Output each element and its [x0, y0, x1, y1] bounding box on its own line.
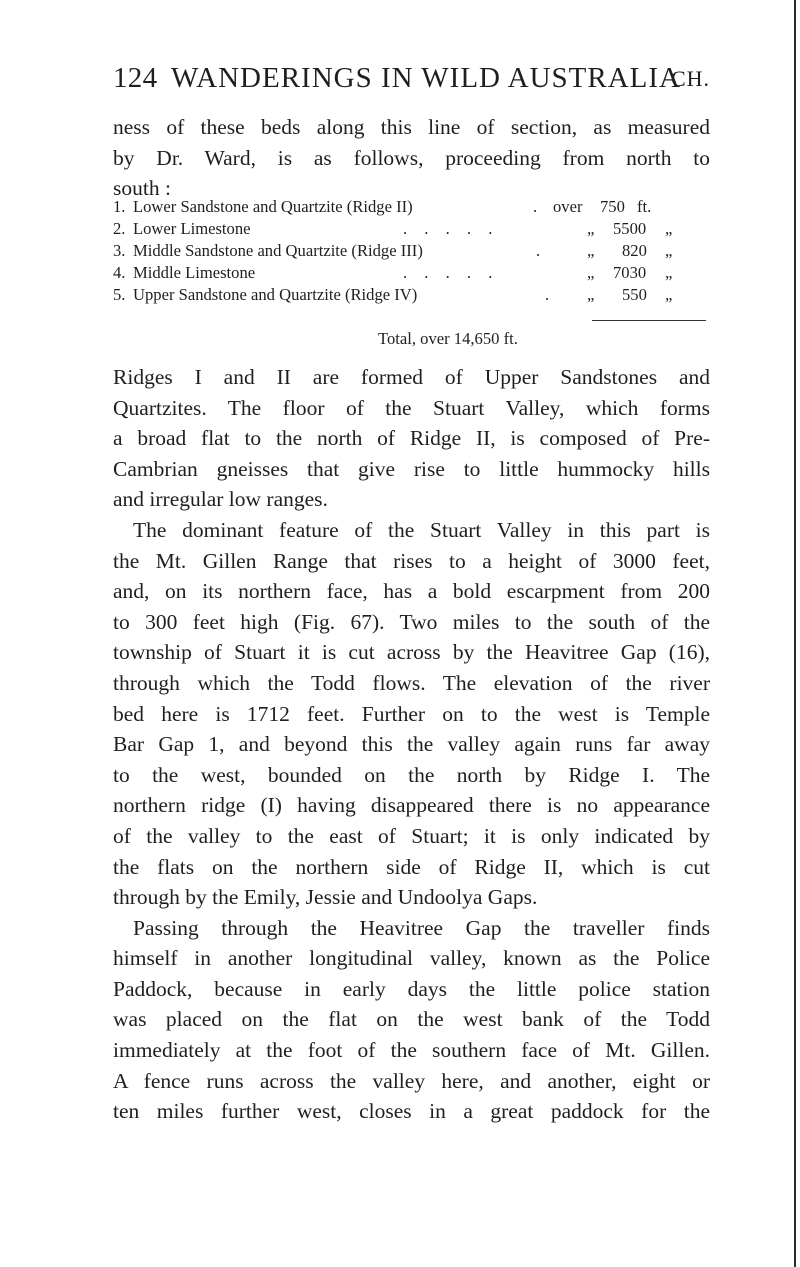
row-amount: 5500: [613, 219, 647, 238]
row-unit: „: [665, 241, 673, 260]
table-row: [113, 219, 710, 241]
text-line: ten miles further west, closes in a great paddock for the: [113, 1099, 710, 1124]
row-unit: „: [665, 285, 673, 304]
text-line: and, on its northern face, has a bold escarpment from 200: [113, 579, 710, 604]
text-line: by Dr. Ward, is as follows, proceeding from north to: [113, 145, 710, 170]
row-label: Middle Limestone: [133, 263, 256, 282]
leader-dots: .: [536, 241, 541, 260]
text-line: the flats on the northern side of Ridge II, which is cut: [113, 854, 710, 879]
row-amount: 550: [622, 285, 647, 304]
text-line: northern ridge (I) having disappeared there is no appearance: [113, 793, 710, 818]
text-line: Ridges I and II are formed of Upper Sandstones and: [113, 365, 710, 389]
text-line: Quartzites. The floor of the Stuart Valley, which forms: [113, 395, 710, 420]
text-line: and irregular low ranges.: [113, 487, 328, 512]
book-title: WANDERINGS IN WILD AUSTRALIA: [171, 62, 681, 94]
text-line: Passing through the Heavitree Gap the traveller finds: [133, 915, 710, 940]
table-row: [113, 241, 710, 263]
row-unit: ft.: [637, 197, 652, 216]
text-line: himself in another longitudinal valley, known as the Police: [113, 946, 710, 971]
row-label: Upper Sandstone and Quartzite (Ridge IV): [133, 285, 418, 304]
text-line: through which the Todd flows. The elevation of the river: [113, 670, 710, 695]
text-line: A fence runs across the valley here, and another, eight or: [113, 1068, 710, 1093]
leader-dots: .: [533, 197, 538, 216]
page-number: 124: [113, 62, 158, 94]
intro-paragraph: [113, 112, 710, 204]
text-line: to the west, bounded on the north by Ridge I. The: [113, 762, 710, 787]
row-amount: 820: [622, 241, 647, 260]
row-prefix: „: [587, 263, 595, 282]
text-line: The dominant feature of the Stuart Valley in this part is: [133, 517, 710, 542]
table-row: [113, 197, 710, 219]
text-line: to 300 feet high (Fig. 67). Two miles to the south of the: [113, 609, 710, 634]
row-number: 5.: [113, 285, 126, 304]
row-amount: 750: [600, 197, 625, 216]
total-rule: [592, 320, 706, 321]
page-edge-line: [794, 0, 796, 1267]
text-line: through by the Emily, Jessie and Undoolya Gaps.: [113, 885, 538, 910]
leader-dots: . . . . .: [403, 219, 493, 238]
table-row: [113, 263, 710, 285]
row-number: 1.: [113, 197, 126, 216]
text-line: ness of these beds along this line of section, as measured: [113, 115, 710, 139]
text-line: was placed on the flat on the west bank of the Todd: [113, 1007, 710, 1032]
text-line: Paddock, because in early days the little police station: [113, 976, 710, 1001]
text-line: of the valley to the east of Stuart; it is only indicated by: [113, 823, 710, 848]
table-total: Total, over 14,650 ft.: [378, 329, 518, 348]
leader-dots: . . . . .: [403, 263, 493, 282]
table-row: [113, 285, 710, 307]
text-line: a broad flat to the north of Ridge II, is composed of Pre-: [113, 426, 710, 451]
body-text: [113, 362, 710, 1127]
running-header: [113, 62, 710, 102]
text-line: the Mt. Gillen Range that rises to a height of 3000 feet,: [113, 548, 710, 573]
row-unit: „: [665, 263, 673, 282]
text-line: immediately at the foot of the southern face of Mt. Gillen.: [113, 1038, 710, 1063]
row-label: Middle Sandstone and Quartzite (Ridge III): [133, 241, 423, 260]
chapter-abbrev: CH.: [670, 66, 710, 91]
row-number: 3.: [113, 241, 126, 260]
row-label: Lower Sandstone and Quartzite (Ridge II): [133, 197, 413, 216]
row-prefix: over: [553, 197, 583, 216]
text-line: Bar Gap 1, and beyond this the valley again runs far away: [113, 732, 710, 757]
row-unit: „: [665, 219, 673, 238]
text-line: Cambrian gneisses that give rise to little hummocky hills: [113, 456, 710, 481]
leader-dots: .: [545, 285, 550, 304]
text-line: township of Stuart it is cut across by the Heavitree Gap (16),: [113, 640, 710, 665]
row-amount: 7030: [613, 263, 647, 282]
row-number: 2.: [113, 219, 126, 238]
text-line: bed here is 1712 feet. Further on to the west is Temple: [113, 701, 710, 726]
row-prefix: „: [587, 241, 595, 260]
row-prefix: „: [587, 219, 595, 238]
row-prefix: „: [587, 285, 595, 304]
row-number: 4.: [113, 263, 126, 282]
row-label: Lower Limestone: [133, 219, 251, 238]
text-line: south :: [113, 176, 171, 201]
